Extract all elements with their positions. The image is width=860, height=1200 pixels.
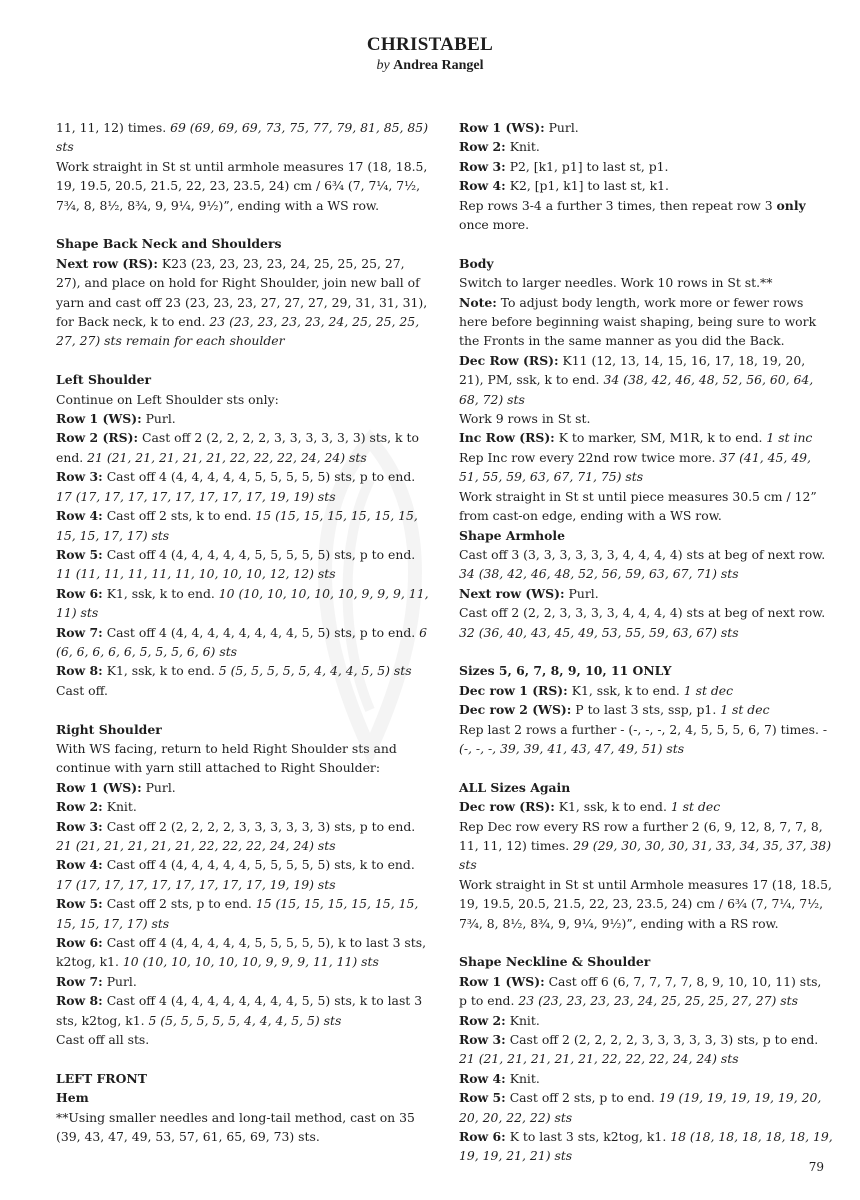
stitch-count: 17 (17, 17, 17, 17, 17, 17, 17, 17, 19, 19) sts xyxy=(56,876,336,892)
stitch-count: 34 (38, 42, 46, 48, 52, 56, 60, 64, 68, 72) sts xyxy=(459,372,814,407)
instruction-paragraph xyxy=(56,428,432,467)
row-label: Dec Row (RS): xyxy=(459,352,559,368)
instruction-paragraph xyxy=(56,681,432,700)
instruction-text: Cast off 3 (3, 3, 3, 3, 3, 3, 4, 4, 4, 4) sts at beg of next row. xyxy=(459,546,826,562)
row-label: Row 3: xyxy=(56,818,103,834)
stitch-count: 23 (23, 23, 23, 23, 24, 25, 25, 25, 27, 27) sts xyxy=(518,993,798,1009)
instruction-text: Cast off 2 (2, 2, 2, 2, 3, 3, 3, 3, 3, 3) sts, p to end. xyxy=(505,1032,819,1048)
instruction-text: once more. xyxy=(459,217,530,233)
instruction-paragraph xyxy=(459,972,833,1011)
instruction-paragraph xyxy=(459,1127,833,1166)
row-label: Inc Row (RS): xyxy=(459,430,555,446)
paragraph-gap xyxy=(459,758,833,777)
instruction-paragraph xyxy=(56,661,432,680)
instruction-paragraph xyxy=(459,157,833,176)
stitch-count: 5 (5, 5, 5, 5, 5, 4, 4, 4, 5, 5) sts xyxy=(218,663,412,679)
stitch-count: - (-, -, -, 39, 39, 41, 43, 47, 49, 51) sts xyxy=(459,721,828,756)
instruction-text: Knit. xyxy=(505,1070,540,1086)
instruction-paragraph xyxy=(56,817,432,856)
instruction-text: K11 (12, 13, 14, 15, 16, 17, 18, 19, 20, 21), PM, ssk, k to end. xyxy=(459,352,806,388)
instruction-text: Cast off 4 (4, 4, 4, 4, 4, 4, 4, 4, 5, 5) sts, k to last 3 sts, k2tog, k1. xyxy=(56,993,423,1028)
instruction-text: Cast off 2 (2, 2, 2, 2, 3, 3, 3, 3, 3, 3) sts, k to end. xyxy=(56,430,419,465)
instruction-paragraph xyxy=(56,409,432,428)
instruction-paragraph xyxy=(459,1030,833,1069)
row-label: Row 7: xyxy=(56,973,103,989)
instruction-paragraph xyxy=(459,797,833,816)
row-label: Row 5: xyxy=(56,896,103,912)
row-label: Row 2: xyxy=(459,1012,506,1028)
right-column xyxy=(459,118,833,1166)
instruction-text: **Using smaller needles and long-tail method, cast on 35 (39, 43, 47, 49, 53, 57, 61, 65, 69, 73) sts. xyxy=(56,1109,415,1145)
instruction-text: Knit. xyxy=(505,139,540,155)
instruction-text: Cast off 4 (4, 4, 4, 4, 4, 4, 4, 4, 5, 5) sts, p to end. xyxy=(102,624,420,640)
stitch-count: 29 (29, 30, 30, 30, 31, 33, 34, 35, 37, 38) sts xyxy=(459,837,832,873)
instruction-text: P to last 3 sts, ssp, p1. xyxy=(571,702,721,718)
instruction-text: Cast off 2 sts, p to end. xyxy=(505,1090,659,1106)
instruction-paragraph xyxy=(459,428,833,447)
instruction-paragraph xyxy=(459,293,833,351)
instruction-text: Rep rows 3-4 a further 3 times, then repeat row 3 xyxy=(459,197,777,213)
paragraph-gap xyxy=(459,933,833,952)
instruction-paragraph xyxy=(459,351,833,409)
instruction-paragraph xyxy=(56,739,432,778)
instruction-paragraph xyxy=(459,448,833,487)
stitch-count: 1 st dec xyxy=(720,702,770,718)
row-label: Dec row 1 (RS): xyxy=(459,682,568,698)
page-number: 79 xyxy=(808,1160,824,1174)
instruction-text: K1, ssk, k to end. xyxy=(102,585,219,601)
section-heading: Body xyxy=(459,255,494,271)
section-heading: Hem xyxy=(56,1090,89,1106)
instruction-text: Purl. xyxy=(564,585,599,601)
row-label: Row 4: xyxy=(56,857,103,873)
instruction-paragraph xyxy=(459,176,833,195)
row-label: Row 2: xyxy=(56,799,103,815)
instruction-text: Cast off 2 sts, k to end. xyxy=(102,508,256,524)
stitch-count: 17 (17, 17, 17, 17, 17, 17, 17, 17, 19, 19) sts xyxy=(56,488,336,504)
paragraph-gap xyxy=(459,234,833,253)
stitch-count: 23 (23, 23, 23, 23, 24, 25, 25, 25, 27, 27) sts remain for each shoulder xyxy=(56,314,420,349)
section-heading: Left Shoulder xyxy=(56,372,151,388)
section-heading: Shape Neckline & Shoulder xyxy=(459,954,651,970)
pattern-title: CHRISTABEL xyxy=(366,34,494,55)
instruction-paragraph xyxy=(56,584,432,623)
instruction-paragraph xyxy=(56,118,432,157)
instruction-paragraph xyxy=(56,933,432,972)
row-label: Row 6: xyxy=(56,585,103,601)
row-label: Row 5: xyxy=(56,546,103,562)
instruction-text: With WS facing, return to held Right Shoulder sts and continue with yarn still attached to Right Shoulder: xyxy=(56,740,397,776)
row-label: Dec row (RS): xyxy=(459,799,555,815)
instruction-paragraph xyxy=(56,623,432,662)
instruction-paragraph xyxy=(459,487,833,526)
instruction-text: To adjust body length, work more or fewer rows here before beginning waist shaping, being sure to work the Fronts in the same manner as you did the Back. xyxy=(459,294,817,349)
instruction-paragraph xyxy=(459,681,833,700)
instruction-text: Knit. xyxy=(505,1012,540,1028)
instruction-text: P2, [k1, p1] to last st, p1. xyxy=(505,158,669,174)
instruction-paragraph xyxy=(56,390,432,409)
stitch-count: 69 (69, 69, 69, 73, 75, 77, 79, 81, 85, 85) sts xyxy=(56,120,429,155)
stitch-count: 34 (38, 42, 46, 48, 52, 56, 59, 63, 67, 71) sts xyxy=(459,566,739,582)
instruction-text: Continue on Left Shoulder sts only: xyxy=(56,391,279,407)
instruction-paragraph xyxy=(56,991,432,1030)
instruction-text: Cast off 4 (4, 4, 4, 4, 4, 5, 5, 5, 5, 5), k to last 3 sts, k2tog, k1. xyxy=(56,935,427,970)
instruction-text: Cast off 2 sts, p to end. xyxy=(102,896,256,912)
instruction-paragraph xyxy=(56,797,432,816)
row-label: Row 2 (RS): xyxy=(56,430,139,446)
row-label: Row 4: xyxy=(56,508,103,524)
stitch-count: 1 st inc xyxy=(766,430,813,446)
instruction-text: Cast off all sts. xyxy=(56,1032,150,1048)
row-label: Row 4: xyxy=(459,1070,506,1086)
row-label: Row 1 (WS): xyxy=(56,779,142,795)
stitch-count: 19 (19, 19, 19, 19, 19, 20, 20, 20, 22, 22) sts xyxy=(459,1090,822,1125)
instruction-text: Cast off 2 (2, 2, 3, 3, 3, 3, 4, 4, 4, 4) sts at beg of next row. xyxy=(459,605,826,621)
stitch-count: 10 (10, 10, 10, 10, 10, 9, 9, 9, 11, 11) sts xyxy=(56,585,429,621)
stitch-count: 1 st dec xyxy=(670,799,721,815)
instruction-paragraph xyxy=(56,467,432,506)
row-label: Dec row 2 (WS): xyxy=(459,702,572,718)
paragraph-gap xyxy=(56,215,432,234)
stitch-count: 21 (21, 21, 21, 21, 21, 22, 22, 22, 24, 24) sts xyxy=(56,837,336,853)
stitch-count: 21 (21, 21, 21, 21, 21, 22, 22, 22, 24, 24) sts xyxy=(459,1051,739,1067)
stitch-count: 6 (6, 6, 6, 6, 6, 5, 5, 5, 6, 6) sts xyxy=(56,624,428,659)
instruction-paragraph xyxy=(56,855,432,894)
instruction-text: K2, [p1, k1] to last st, k1. xyxy=(505,178,669,194)
paragraph-gap xyxy=(56,351,432,370)
instruction-text: K to marker, SM, M1R, k to end. xyxy=(554,430,767,446)
instruction-paragraph xyxy=(459,196,833,235)
instruction-text: Cast off 4 (4, 4, 4, 4, 4, 5, 5, 5, 5, 5) sts, p to end. xyxy=(102,546,416,562)
row-label: Next row (WS): xyxy=(459,585,565,601)
paragraph-gap xyxy=(459,642,833,661)
stitch-count: 15 (15, 15, 15, 15, 15, 15, 15, 15, 17, 17) sts xyxy=(56,896,419,931)
instruction-text: Work straight in St st until piece measures 30.5 cm / 12” from cast-on edge, ending with a WS row. xyxy=(459,488,817,524)
instruction-text: Purl. xyxy=(141,779,176,795)
instruction-text: Work straight in St st until Armhole measures 17 (18, 18.5, 19, 19.5, 20.5, 21.5, 22, 23, 23.5, 24) cm / 6¾ (7, 7¼, 7½, 7¾, 8, 8½, 8¾, 9, 9¼, 9½)”, ending with a RS row. xyxy=(459,876,832,931)
instruction-paragraph xyxy=(459,875,833,933)
instruction-text: Cast off. xyxy=(56,682,108,698)
instruction-paragraph xyxy=(459,545,833,584)
stitch-count: 1 st dec xyxy=(683,682,734,698)
instruction-text: Cast off 6 (6, 7, 7, 7, 7, 8, 9, 10, 10, 11) sts, p to end. xyxy=(459,973,822,1009)
instruction-paragraph xyxy=(459,118,833,137)
instruction-text: Rep Inc row every 22nd row twice more. xyxy=(459,449,720,465)
section-heading: Shape Armhole xyxy=(459,527,565,543)
instruction-paragraph xyxy=(56,894,432,933)
row-label: Row 3: xyxy=(56,469,103,485)
instruction-text: Purl. xyxy=(102,973,137,989)
instruction-paragraph xyxy=(459,1069,833,1088)
instruction-text: Rep Dec row every RS row a further 2 (6, 9, 12, 8, 7, 7, 8, 11, 11, 12) times. xyxy=(459,818,823,853)
instruction-paragraph xyxy=(459,817,833,875)
instruction-text: Cast off 4 (4, 4, 4, 4, 4, 5, 5, 5, 5, 5) sts, p to end. xyxy=(102,469,416,485)
instruction-paragraph xyxy=(56,1108,432,1147)
row-label: Row 4: xyxy=(459,178,506,194)
page-header xyxy=(0,34,860,74)
instruction-paragraph xyxy=(459,700,833,719)
paragraph-gap xyxy=(56,700,432,719)
instruction-text: K23 (23, 23, 23, 23, 24, 25, 25, 25, 27, 27), and place on hold for Right Shoulder, join new ball of yarn and cast off 23 (23, 23, 23, 27, 27, 27, 29, 31, 31, 31), for Back neck, k to end. xyxy=(56,255,428,330)
instruction-text: Work 9 rows in St st. xyxy=(459,411,591,427)
stitch-count: 5 (5, 5, 5, 5, 5, 4, 4, 4, 5, 5) sts xyxy=(148,1012,342,1028)
instruction-paragraph xyxy=(459,273,833,292)
row-label: Note: xyxy=(459,294,497,310)
left-column xyxy=(56,118,432,1146)
row-label: Next row (RS): xyxy=(56,255,158,271)
row-label: Row 2: xyxy=(459,139,506,155)
instruction-paragraph xyxy=(459,720,833,759)
section-heading: ALL Sizes Again xyxy=(459,779,571,795)
row-label: Row 6: xyxy=(56,935,103,951)
author-name: Andrea Rangel xyxy=(393,58,484,73)
instruction-text: K1, ssk, k to end. xyxy=(102,663,219,679)
instruction-text: K1, ssk, k to end. xyxy=(554,799,671,815)
instruction-text: Switch to larger needles. Work 10 rows in St st.** xyxy=(459,275,773,291)
instruction-text: Cast off 4 (4, 4, 4, 4, 4, 5, 5, 5, 5, 5) sts, k to end. xyxy=(102,857,415,873)
row-label: Row 5: xyxy=(459,1090,506,1106)
instruction-paragraph xyxy=(459,1011,833,1030)
instruction-paragraph xyxy=(56,778,432,797)
section-heading: Sizes 5, 6, 7, 8, 9, 10, 11 ONLY xyxy=(459,663,672,679)
stitch-count: 10 (10, 10, 10, 10, 10, 9, 9, 9, 11, 11) sts xyxy=(122,954,379,970)
row-label: Row 1 (WS): xyxy=(459,973,545,989)
instruction-text: Rep last 2 rows a further - (-, -, -, 2, 4, 5, 5, 5, 6, 7) times. xyxy=(459,721,823,737)
row-label: Row 3: xyxy=(459,158,506,174)
row-label: only xyxy=(776,197,806,213)
section-heading: LEFT FRONT xyxy=(56,1070,147,1086)
instruction-paragraph xyxy=(459,584,833,603)
byline xyxy=(0,58,860,74)
instruction-text: Knit. xyxy=(102,799,137,815)
row-label: Row 1 (WS): xyxy=(459,120,545,135)
row-label: Row 8: xyxy=(56,663,103,679)
instruction-paragraph xyxy=(56,545,432,584)
instruction-paragraph xyxy=(56,157,432,215)
instruction-text: Purl. xyxy=(544,120,579,135)
stitch-count: 15 (15, 15, 15, 15, 15, 15, 15, 15, 17, 17) sts xyxy=(56,508,418,543)
instruction-text: Purl. xyxy=(141,411,176,427)
row-label: Row 8: xyxy=(56,993,103,1009)
instruction-paragraph xyxy=(459,603,833,642)
instruction-paragraph xyxy=(459,1088,833,1127)
row-label: Row 3: xyxy=(459,1032,506,1048)
row-label: Row 6: xyxy=(459,1129,506,1145)
stitch-count: 18 (18, 18, 18, 18, 18, 19, 19, 19, 21, 21) sts xyxy=(459,1129,833,1164)
instruction-paragraph xyxy=(56,1030,432,1049)
instruction-text: Cast off 2 (2, 2, 2, 2, 3, 3, 3, 3, 3, 3) sts, p to end. xyxy=(102,818,416,834)
byline-prefix: by xyxy=(376,58,390,73)
stitch-count: 32 (36, 40, 43, 45, 49, 53, 55, 59, 63, 67) sts xyxy=(459,624,739,640)
section-heading: Right Shoulder xyxy=(56,721,162,737)
instruction-paragraph xyxy=(56,254,432,351)
instruction-text: Work straight in St st until armhole measures 17 (18, 18.5, 19, 19.5, 20.5, 21.5, 22, 23, 23.5, 24) cm / 6¾ (7, 7¼, 7½, 7¾, 8, 8½, 8¾, 9, 9¼, 9½)”, ending with a WS row. xyxy=(56,158,428,213)
instruction-text: K to last 3 sts, k2tog, k1. xyxy=(505,1129,671,1145)
paragraph-gap xyxy=(56,1049,432,1068)
instruction-paragraph xyxy=(56,972,432,991)
instruction-paragraph xyxy=(459,137,833,156)
instruction-paragraph xyxy=(56,506,432,545)
section-heading: Shape Back Neck and Shoulders xyxy=(56,236,282,252)
instruction-paragraph xyxy=(459,409,833,428)
stitch-count: 37 (41, 45, 49, 51, 55, 59, 63, 67, 71, 75) sts xyxy=(459,449,811,485)
instruction-text: K1, ssk, k to end. xyxy=(567,682,684,698)
instruction-text: 11, 11, 12) times. xyxy=(56,120,171,135)
row-label: Row 7: xyxy=(56,624,103,640)
stitch-count: 11 (11, 11, 11, 11, 11, 10, 10, 10, 12, 12) sts xyxy=(56,566,336,582)
row-label: Row 1 (WS): xyxy=(56,411,142,427)
stitch-count: 21 (21, 21, 21, 21, 21, 22, 22, 22, 24, 24) sts xyxy=(87,449,367,465)
